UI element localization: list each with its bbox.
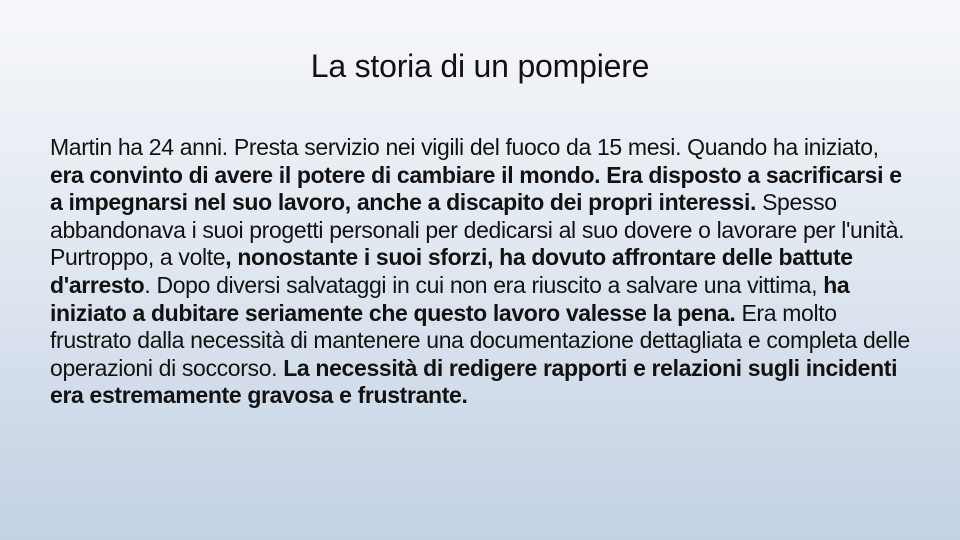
paragraph-run-bold: era convinto di avere il potere di cambiare il mondo. Era disposto a sacrificarsi e a impegnarsi nel suo lavoro, anche a discapito dei propri interessi. bbox=[50, 161, 902, 216]
paragraph-run: Era molto frustrato dalla necessità di mantenere una documentazione dettagliata e completa delle operazioni di soccorso. bbox=[50, 299, 910, 381]
paragraph-run-bold: ha iniziato a dubitare seriamente che questo lavoro valesse la pena. bbox=[50, 271, 850, 326]
paragraph-run-bold: , nonostante i suoi sforzi, ha dovuto affrontare delle battute d'arresto bbox=[50, 244, 853, 298]
paragraph-run: Spesso abbandonava i suoi progetti personali per dedicarsi al suo dovere o lavorare per l'unità. Purtroppo, a volte bbox=[50, 189, 905, 271]
paragraph-run: Martin ha 24 anni. Presta servizio nei vigili del fuoco da 15 mesi. Quando ha iniziato, bbox=[50, 134, 879, 160]
slide-body-paragraph bbox=[50, 134, 916, 410]
slide-title: La storia di un pompiere bbox=[310, 48, 650, 84]
paragraph-run: . Dopo diversi salvataggi in cui non era riuscito a salvare una vittima, bbox=[144, 271, 824, 298]
paragraph-run-bold: La necessità di redigere rapporti e relazioni sugli incidenti era estremamente gravosa e frustrante. bbox=[50, 354, 898, 409]
